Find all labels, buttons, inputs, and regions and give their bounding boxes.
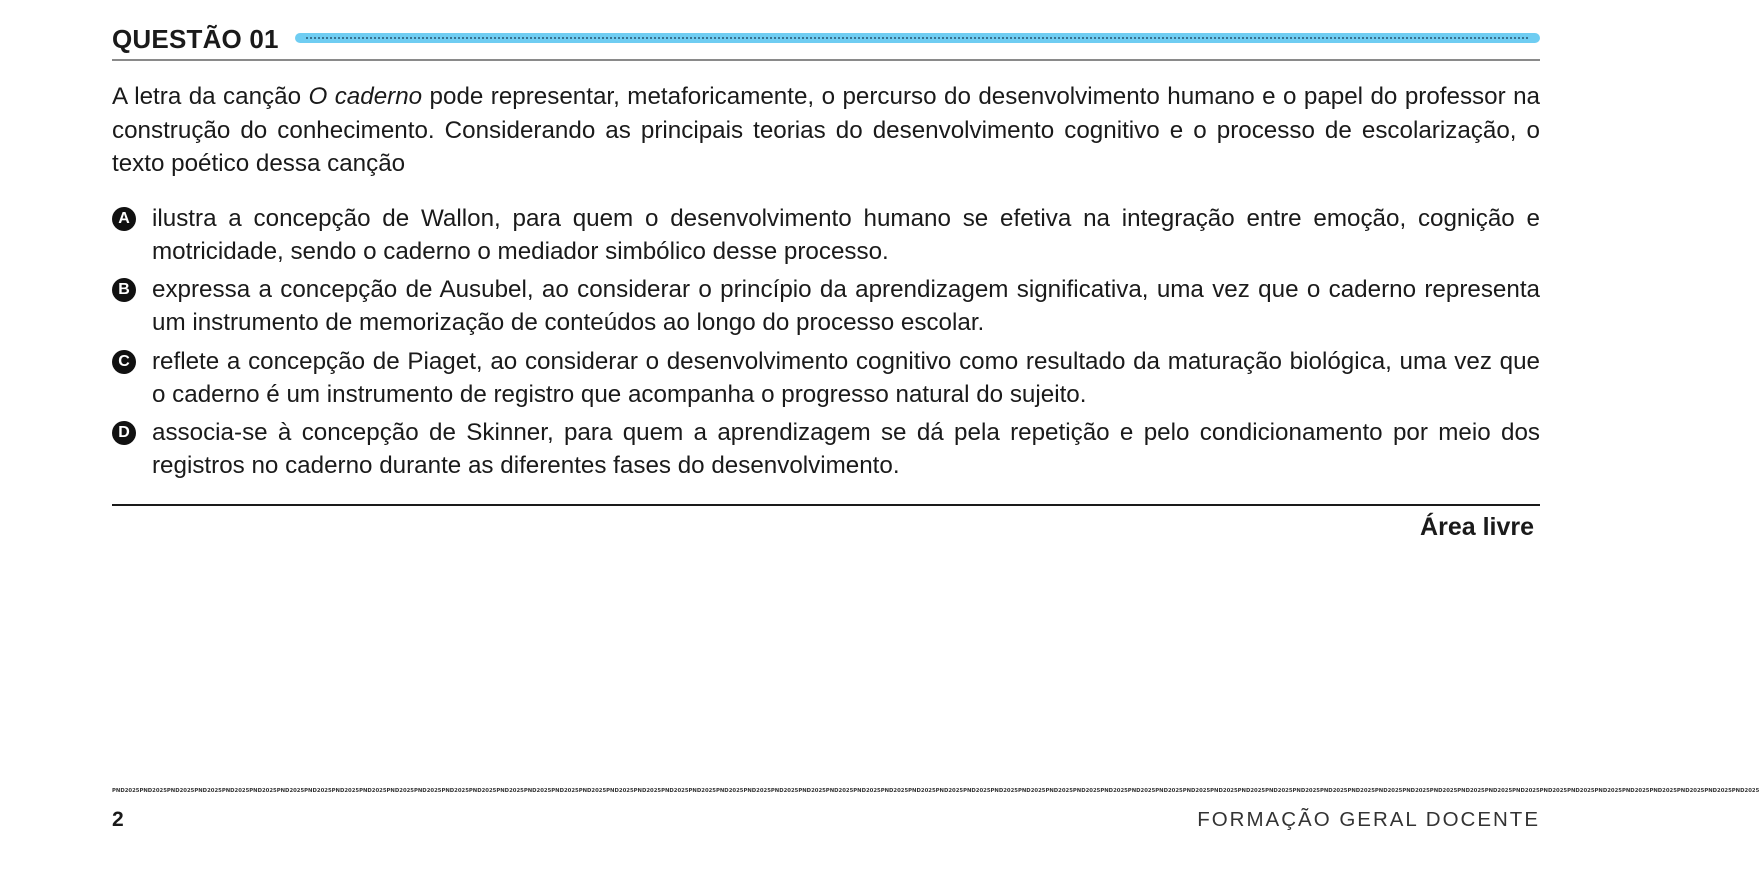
option-c[interactable] [112, 345, 1540, 416]
option-text-c: reflete a concepção de Piaget, ao considerar o desenvolvimento cognitivo como resultado da maturação biológica, uma vez que o caderno é um instrumento de registro que acompanha o progresso natural do sujeito. [152, 347, 1540, 408]
option-text-b: expressa a concepção de Ausubel, ao considerar o princípio da aprendizagem significativa, uma vez que o caderno representa um instrumento de memorização de conteúdos ao longo do processo escolar. [152, 276, 1540, 337]
option-text-d: associa-se à concepção de Skinner, para quem a aprendizagem se dá pela repetição e pelo condicionamento por meio dos registros no caderno durante as diferentes fases do desenvolvimento. [152, 418, 1540, 479]
question-header-bar-dots [305, 37, 1530, 39]
question-title: QUESTÃO 01 [112, 24, 279, 54]
question-stem-end: pode representar, metaforicamente, o percurso do desenvolvimento humano e o papel do professor na construção do conhecimento. Considerando as principais teorias do desenvolvimento cognitivo e o processo de escolarização, o texto poético dessa canção [112, 83, 1540, 177]
option-letter-d: D [112, 421, 136, 445]
option-text-a: ilustra a concepção de Wallon, para quem o desenvolvimento humano se efetiva na integração entre emoção, cognição e motricidade, sendo o caderno o mediador simbólico desse processo. [152, 205, 1540, 265]
option-letter-c: C [112, 350, 136, 374]
question-stem-start: A letra da canção [112, 83, 309, 110]
section-name: FORMAÇÃO GERAL DOCENTE [1197, 808, 1540, 831]
page-number: 2 [112, 808, 124, 831]
option-b[interactable] [112, 273, 1540, 344]
exam-page [112, 0, 1759, 869]
question-header-rule [112, 59, 1540, 61]
question-header [112, 22, 1540, 62]
song-title: O caderno [308, 83, 423, 110]
option-letter-a: A [112, 207, 136, 231]
answer-options [112, 202, 1540, 487]
question-header-bar [295, 33, 1540, 43]
option-letter-b: B [112, 278, 136, 302]
question-stem [112, 80, 1540, 181]
option-a[interactable] [112, 202, 1540, 273]
free-area-label: Área livre [1420, 513, 1534, 541]
watermark-strip: PND2025PND2025PND2025PND2025PND2025PND2025PND2025PND2025PND2025PND2025PND2025PND2025PND2025PND2025PND2025PND2025PND2025PND2025PND2025PND2025PND2025PND2025PND2025PND2025PND2025PND2025PND2025PND2025PND2025PND2025PND2025PND2025PND2025PND2025PND2025PND2025PND2025PND2025PND2025PND2025PND2025PND2025PND2025PND2025PND2025PND2025PND2025PND2025PND2025PND2025PND2025PND2025PND2025PND2025PND2025PND2025PND2025PND2025PND2025PND2025 [112, 788, 1759, 794]
option-d[interactable] [112, 416, 1540, 487]
section-divider [112, 504, 1540, 506]
